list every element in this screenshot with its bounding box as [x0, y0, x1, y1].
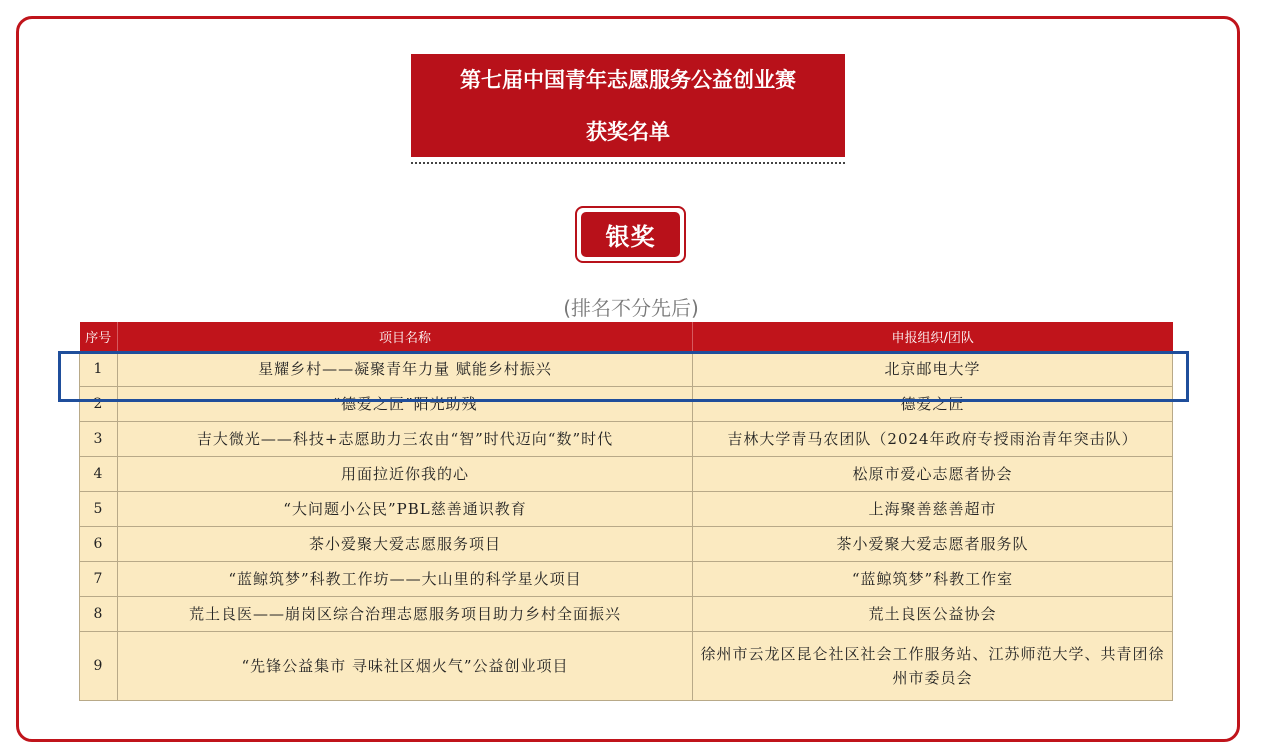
table-row [80, 597, 1173, 632]
row-number: 4 [80, 457, 118, 492]
organization-name: 徐州市云龙区昆仑社区社会工作服务站、江苏师范大学、共青团徐州市委员会 [693, 632, 1173, 701]
row-number: 8 [80, 597, 118, 632]
project-name: “先锋公益集市 寻味社区烟火气”公益创业项目 [118, 632, 693, 701]
project-name: “蓝鲸筑梦”科教工作坊——大山里的科学星火项目 [118, 562, 693, 597]
project-name: 茶小爱聚大爱志愿服务项目 [118, 527, 693, 562]
organization-name: 荒土良医公益协会 [693, 597, 1173, 632]
table-header-row [80, 322, 1173, 352]
table-row [80, 422, 1173, 457]
award-level-badge [575, 206, 686, 263]
organization-name: “蓝鲸筑梦”科教工作室 [693, 562, 1173, 597]
organization-name: 吉林大学青马农团队（2024年政府专授雨治青年突击队） [693, 422, 1173, 457]
row-number: 5 [80, 492, 118, 527]
table-row [80, 352, 1173, 387]
organization-name: 松原市爱心志愿者协会 [693, 457, 1173, 492]
table-row [80, 632, 1173, 701]
dotted-divider [411, 162, 845, 164]
table-row [80, 562, 1173, 597]
row-number: 3 [80, 422, 118, 457]
project-name: “大问题小公民”PBL慈善通识教育 [118, 492, 693, 527]
table-row [80, 527, 1173, 562]
table-row [80, 387, 1173, 422]
page-title: 第七届中国青年志愿服务公益创业赛 [460, 68, 796, 92]
page-subtitle: 获奖名单 [586, 120, 670, 144]
row-number: 1 [80, 352, 118, 387]
project-name: “德爱之匠”阳光助残 [118, 387, 693, 422]
table-row [80, 457, 1173, 492]
project-name: 用面拉近你我的心 [118, 457, 693, 492]
table-row [80, 492, 1173, 527]
organization-name: 北京邮电大学 [693, 352, 1173, 387]
organization-name: 上海聚善慈善超市 [693, 492, 1173, 527]
award-level-label: 银奖 [581, 212, 680, 257]
column-header-number: 序号 [80, 322, 118, 352]
organization-name: 茶小爱聚大爱志愿者服务队 [693, 527, 1173, 562]
row-number: 7 [80, 562, 118, 597]
organization-name: 德爱之匠 [693, 387, 1173, 422]
row-number: 2 [80, 387, 118, 422]
project-name: 荒土良医——崩岗区综合治理志愿服务项目助力乡村全面振兴 [118, 597, 693, 632]
row-number: 9 [80, 632, 118, 701]
project-name: 星耀乡村——凝聚青年力量 赋能乡村振兴 [118, 352, 693, 387]
ranking-note: (排名不分先后) [563, 296, 699, 320]
title-banner [411, 54, 845, 157]
project-name: 吉大微光——科技+志愿助力三农由“智”时代迈向“数”时代 [118, 422, 693, 457]
column-header-project: 项目名称 [118, 322, 693, 352]
award-table [79, 322, 1173, 701]
row-number: 6 [80, 527, 118, 562]
column-header-organization: 申报组织/团队 [693, 322, 1173, 352]
